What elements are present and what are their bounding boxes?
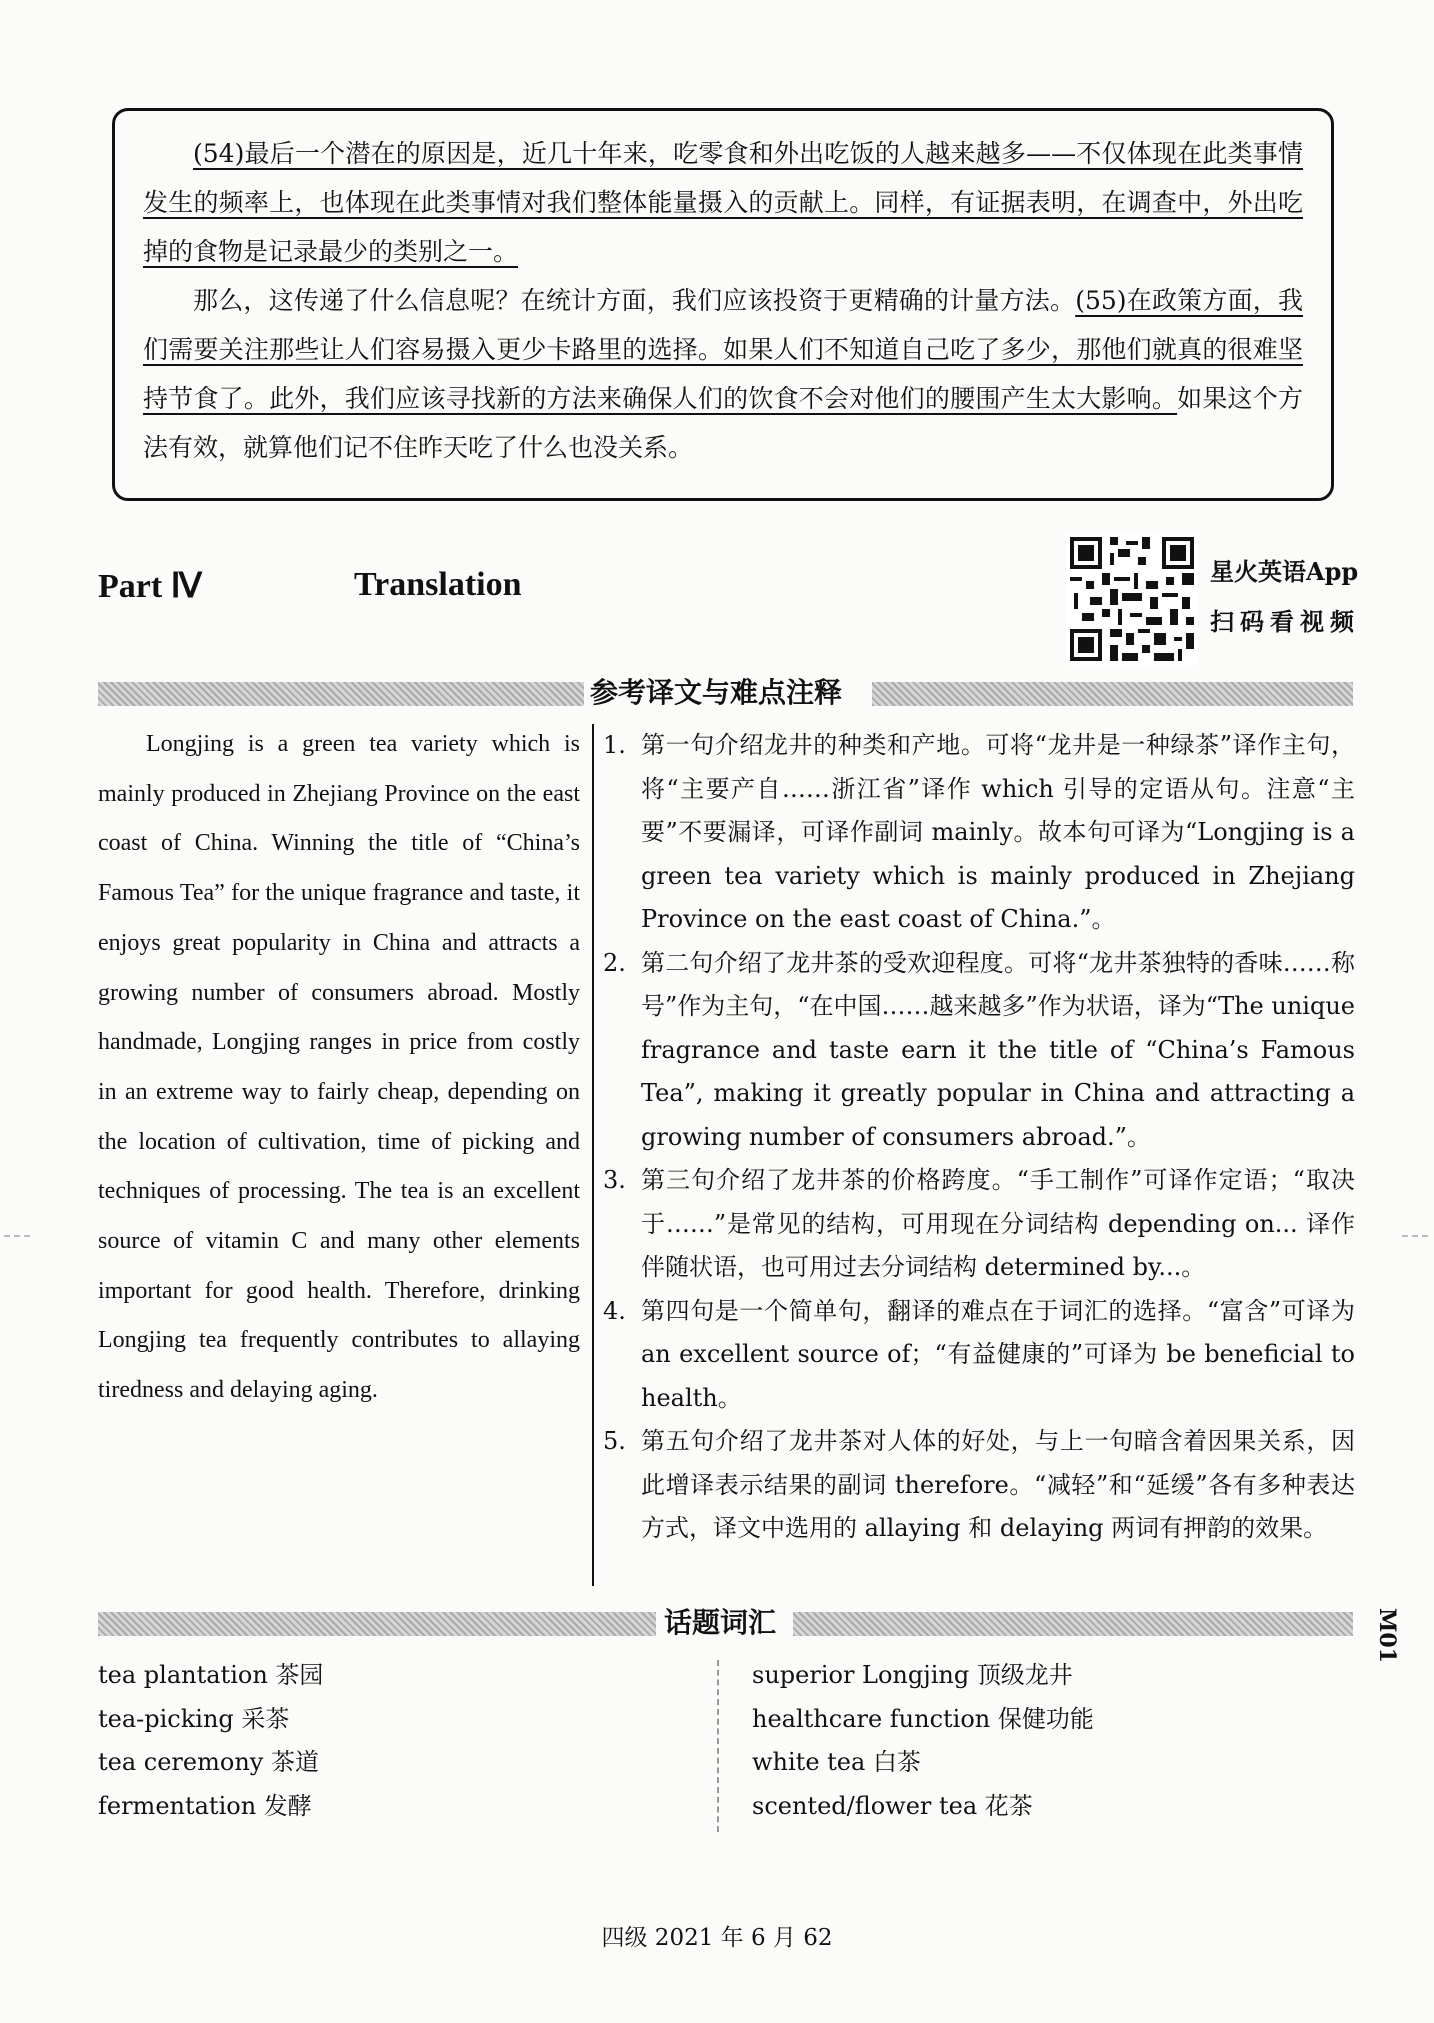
note-item: 3. 第三句介绍了龙井茶的价格跨度。“手工制作”可译作定语；“取决于……”是常见的结构，可用现在分词结构 depending on... 译作伴随状语，也可用过去分词结构 determined by...。 [603,1166,1355,1281]
cut-mark-right [1402,1235,1428,1237]
note-item: 2. 第二句介绍了龙井茶的受欢迎程度。可将“龙井茶独特的香味……称号”作为主句，“在中国……越来越多”作为状语，译为“The unique fragrance and taste earn it the title of “China’s Famous Tea”, making it greatly popular in China and attracting a growing number of consumers abroad.”。 [603,948,1355,1151]
vocab-divider [717,1660,719,1832]
banner-stripe-right [872,682,1353,706]
vocab-item: tea ceremony 茶道 [98,1748,319,1776]
reference-banner-title: 参考译文与难点注释 [590,676,843,709]
underlined-answer-55: (55)在政策方面，我们需要关注那些让人们容易摄入更少卡路里的选择。如果人们不知道自己吃了多少，那他们就真的很难坚持节食了。此外，我们应该寻找新的方法来确保人们的饮食不会对他们的腰围产生太大影响。 [143,286,1303,413]
reference-banner [98,675,1353,709]
part-title: Translation [354,566,522,603]
passage-box [112,108,1334,501]
vocab-item: tea-picking 采茶 [98,1704,290,1733]
banner-stripe-left [98,1612,656,1636]
note-item: 1. 第一句介绍龙井的种类和产地。可将“龙井是一种绿茶”译作主句，将“主要产自……浙江省”译作 which 引导的定语从句。注意“主要”不要漏译，可译作副词 mainly。故本句可译为“Longjing is a green tea variety which is mainly produced in Zhejiang Province on the east coast of China.”。 [603,731,1355,933]
banner-stripe-left [98,682,584,706]
vocab-item: tea plantation 茶园 [98,1661,324,1689]
notes-list [603,724,1355,1551]
vocab-item: white tea 白茶 [752,1748,921,1776]
vocab-banner [98,1605,1353,1639]
underlined-answer-54: (54)最后一个潜在的原因是，近几十年来，吃零食和外出吃饭的人越来越多——不仅体现在此类事情发生的频率上，也体现在此类事情对我们整体能量摄入的贡献上。同样，有证据表明，在调查中，外出吃掉的食物是记录最少的类别之一。 [143,139,1303,266]
cut-mark-left [4,1235,30,1237]
vocab-item: healthcare function 保健功能 [752,1704,1094,1733]
vocab-list-left [98,1654,323,1828]
column-divider [592,724,594,1586]
side-code: M01 [1374,1608,1400,1663]
note-item: 5. 第五句介绍了龙井茶对人体的好处，与上一句暗含着因果关系，因此增译表示结果的副词 therefore。“减轻”和“延缓”各有多种表达方式，译文中选用的 allaying 和 delaying 两词有押韵的效果。 [603,1427,1355,1542]
part-number: Part Ⅳ [98,568,203,605]
translation-paragraph: Longjing is a green tea variety which is mainly produced in Zhejiang Province on the east coast of China. Winning the title of “China’s Famous Tea” for the unique fragrance and taste, it enjoys great popularity in China and attracts a growing number of consumers abroad. Mostly handmade, Longjing ranges in price from costly in an extreme way to fairly cheap, depending on the location of cultivation, time of picking and techniques of processing. The tea is an excellent source of vitamin C and many other elements important for good health. Therefore, drinking Longjing tea frequently contributes to allaying tiredness and delaying aging. [98,731,580,1404]
note-item: 4. 第四句是一个简单句，翻译的难点在于词汇的选择。“富含”可译为 an excellent source of；“有益健康的”可译为 be beneficial to health。 [603,1296,1355,1412]
vocab-banner-title: 话题词汇 [664,1606,777,1639]
passage-paragraph-1 [143,129,1303,276]
vocab-item: superior Longjing 顶级龙井 [752,1661,1073,1689]
vocab-item: scented/flower tea 花茶 [752,1791,1033,1820]
vocab-item: fermentation 发酵 [98,1791,312,1820]
page-footer: 四级 2021 年 6 月 62 [601,1925,833,1951]
translation-text [98,720,580,1416]
app-name: 星火英语App [1210,557,1359,586]
vocab-list-right [752,1654,1094,1828]
banner-stripe-right [793,1612,1353,1636]
qr-code-icon[interactable] [1066,533,1198,665]
passage-paragraph-2: 那么，这传递了什么信息呢？在统计方面，我们应该投资于更精确的计量方法。(55)在政策方面，我们需要关注那些让人们容易摄入更少卡路里的选择。如果人们不知道自己吃了多少，那他们就真的很难坚持节食了。此外，我们应该寻找新的方法来确保人们的饮食不会对他们的腰围产生太大影响。如果这个方法有效，就算他们记不住昨天吃了什么也没关系。 [143,286,1303,462]
app-subtitle: 扫码看视频 [1210,607,1360,636]
